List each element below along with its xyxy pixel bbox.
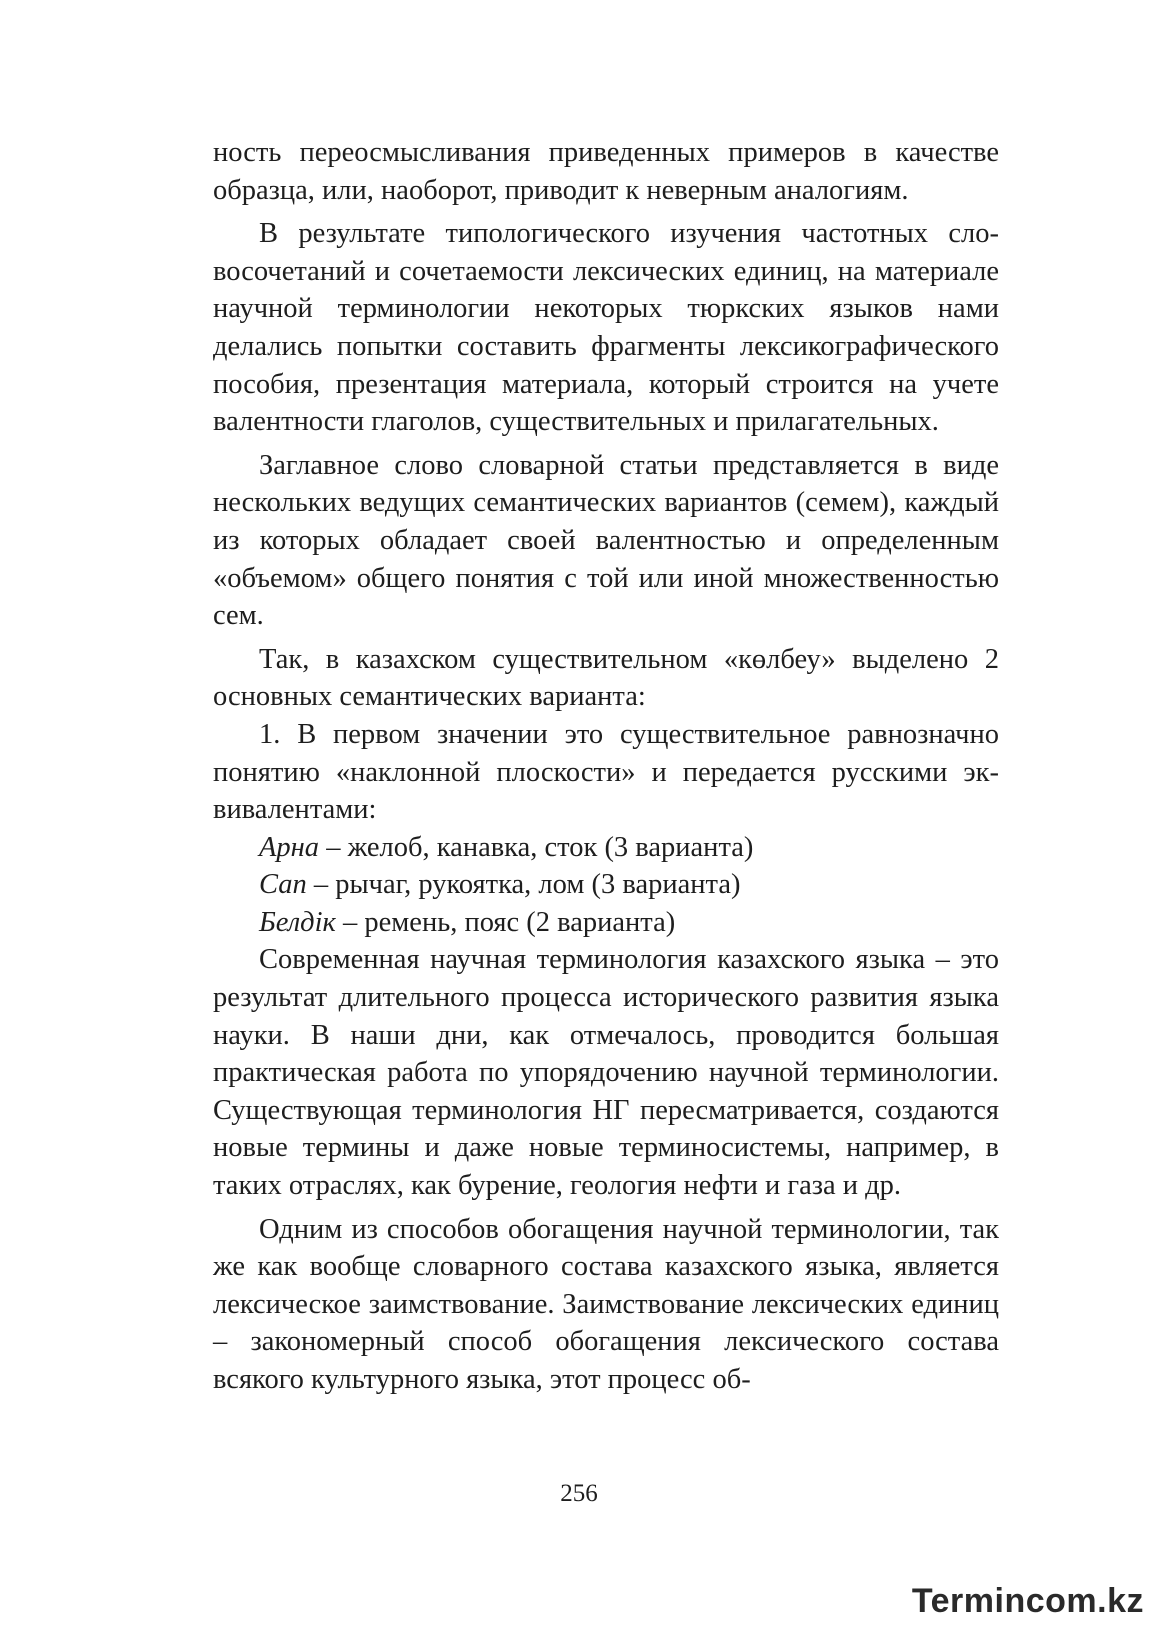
example-arna-text: – желоб, канавка, сток (3 варианта) [319,831,754,863]
example-beldik [213,904,999,942]
paragraph-6: Современная научная терминология казахского языка – это результат длительного процесса исторического развития языка науки. В наши дни, как отмечалось, проводится большая практическая работа по упорядочению научной терминологии. Существующая терминология НГ пересматривается, создаются новые термины и даже новые терминосистемы, например, в таких отраслях, как бурение, геология нефти и газа и др. [213,944,999,1202]
paragraph-4: Так, в казахском существительном «көлбеу» выделено 2 основных семантических варианта: [213,643,999,713]
watermark-logo: Termincom.kz [911,1582,1144,1620]
paragraph-2: В результате типологического изучения частотных словосочетаний и сочетаемости лексических единиц, на материале научной терминологии некоторых тюркских языков нами делались попытки составить фрагменты лексикографического пособия, презентация материала, который строится на учете валентности глаголов, существительных и прилагательных. [213,218,999,438]
page-number: 256 [560,1480,598,1507]
example-sap-text: – рычаг, рукоятка, лом (3 варианта) [306,869,741,901]
paragraph-1: ность переосмысливания приведенных примеров в качестве образца, или, наоборот, приводит к неверным аналогиям. [213,137,999,206]
term-sap: Сап [259,869,307,901]
paragraph-3: Заглавное слово словарной статьи представляется в виде нескольких ведущих семантических вариантов (семем), каждый из которых обладает своей валентностью и определенным «объемом» общего понятия с той или иной множественностью сем. [213,449,999,632]
paragraph-7: Одним из способов обогащения научной терминологии, так же как вообще словарного состава казахского языка, является лексическое заимствование. Заимствование лексических единиц – закономерный способ обогащения лексического состава всякого культурного языка, этот процесс об- [213,1213,999,1395]
example-beldik-text: – ремень, пояс (2 варианта) [335,906,676,938]
example-sap [213,866,999,904]
example-arna [213,829,999,867]
term-arna: Арна [259,831,320,863]
paragraph-5: 1. В первом значении это существительное равнозначно понятию «наклонной плоскости» и передается русскими эквивалентами: [213,718,999,826]
page-body [213,134,999,1399]
term-beldik: Белдік [259,906,336,938]
